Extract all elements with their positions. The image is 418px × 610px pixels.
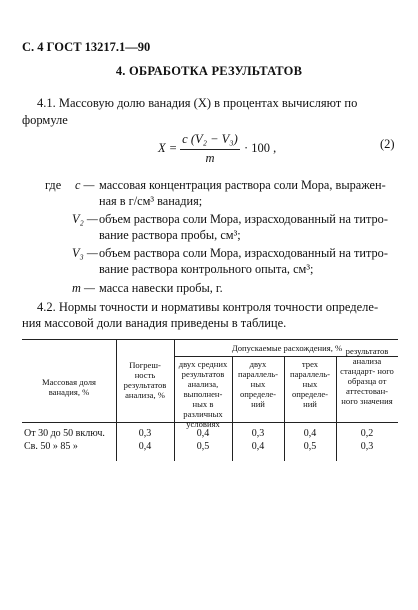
def-symbol-v3: V₃ — bbox=[72, 246, 98, 260]
page-header: С. 4 ГОСТ 13217.1—90 bbox=[22, 40, 151, 54]
def-v3-line2: вание раствора контрольного опыта, см³; bbox=[99, 262, 314, 276]
row-v3: 0,4 bbox=[303, 428, 317, 439]
group-header: Допускаемые расхождения, % bbox=[231, 343, 343, 353]
row-range: Св. 50 » 85 » bbox=[24, 441, 78, 452]
def-symbol-m: m — bbox=[72, 281, 95, 295]
row-v4: 0,2 bbox=[360, 428, 374, 439]
para-4-2-line2: ния массовой доли ванадия приведены в таблице. bbox=[22, 316, 287, 330]
row-error: 0,4 bbox=[138, 441, 152, 452]
def-symbol-c: c — bbox=[75, 178, 95, 192]
row-error: 0,3 bbox=[138, 428, 152, 439]
row-v4: 0,3 bbox=[360, 441, 374, 452]
def-c-line1: массовая концентрация раствора соли Мора, выражен- bbox=[99, 178, 386, 192]
def-c-line2: ная в г/см³ ванадия; bbox=[99, 194, 203, 208]
sub-col-3: трех параллель- ных определе- ний bbox=[289, 359, 331, 409]
def-v3-line1: объем раствора соли Мора, израсходованный на титро- bbox=[99, 246, 388, 260]
formula-lhs: X = bbox=[158, 141, 178, 155]
row-v3: 0,5 bbox=[303, 441, 317, 452]
sub-col-1: двух средних результатов анализа, выполнен- ных в различных условиях bbox=[178, 359, 228, 429]
formula-tail: · 100 , bbox=[244, 141, 277, 155]
col-header-mass: Массовая доля ванадия, % bbox=[41, 377, 97, 397]
def-v2-line2: вание раствора пробы, см³; bbox=[99, 228, 241, 242]
para-4-1-line1: 4.1. Массовую долю ванадия (X) в процентах вычисляют по bbox=[37, 96, 358, 110]
para-4-1-line2: формуле bbox=[22, 113, 68, 127]
def-prefix: где bbox=[45, 178, 62, 192]
sub-col-2: двух параллель- ных определе- ний bbox=[237, 359, 279, 409]
para-4-2-line1: 4.2. Нормы точности и нормативы контроля точности определе- bbox=[37, 300, 379, 314]
formula-numerator: c (V₂ − V₃) bbox=[182, 132, 238, 146]
row-v2: 0,3 bbox=[251, 428, 265, 439]
formula-number: (2) bbox=[380, 137, 395, 151]
table-top-rule bbox=[22, 339, 398, 340]
def-v2-line1: объем раствора соли Мора, израсходованный на титро- bbox=[99, 212, 388, 226]
row-range: От 30 до 50 включ. bbox=[24, 428, 105, 439]
sub-col-4: результатов анализа стандарт- ного образца от аттестован- ного значения bbox=[340, 346, 394, 406]
fraction-bar bbox=[180, 149, 240, 150]
row-v2: 0,4 bbox=[251, 441, 265, 452]
def-m-line1: масса навески пробы, г. bbox=[99, 281, 223, 295]
col-header-error: Погреш- ность результатов анализа, % bbox=[123, 360, 167, 400]
row-v1: 0,5 bbox=[196, 441, 210, 452]
formula-denominator: m bbox=[205, 151, 215, 165]
def-symbol-v2: V₂ — bbox=[72, 212, 98, 226]
row-v1: 0,4 bbox=[196, 428, 210, 439]
section-title: 4. ОБРАБОТКА РЕЗУЛЬТАТОВ bbox=[115, 64, 303, 78]
